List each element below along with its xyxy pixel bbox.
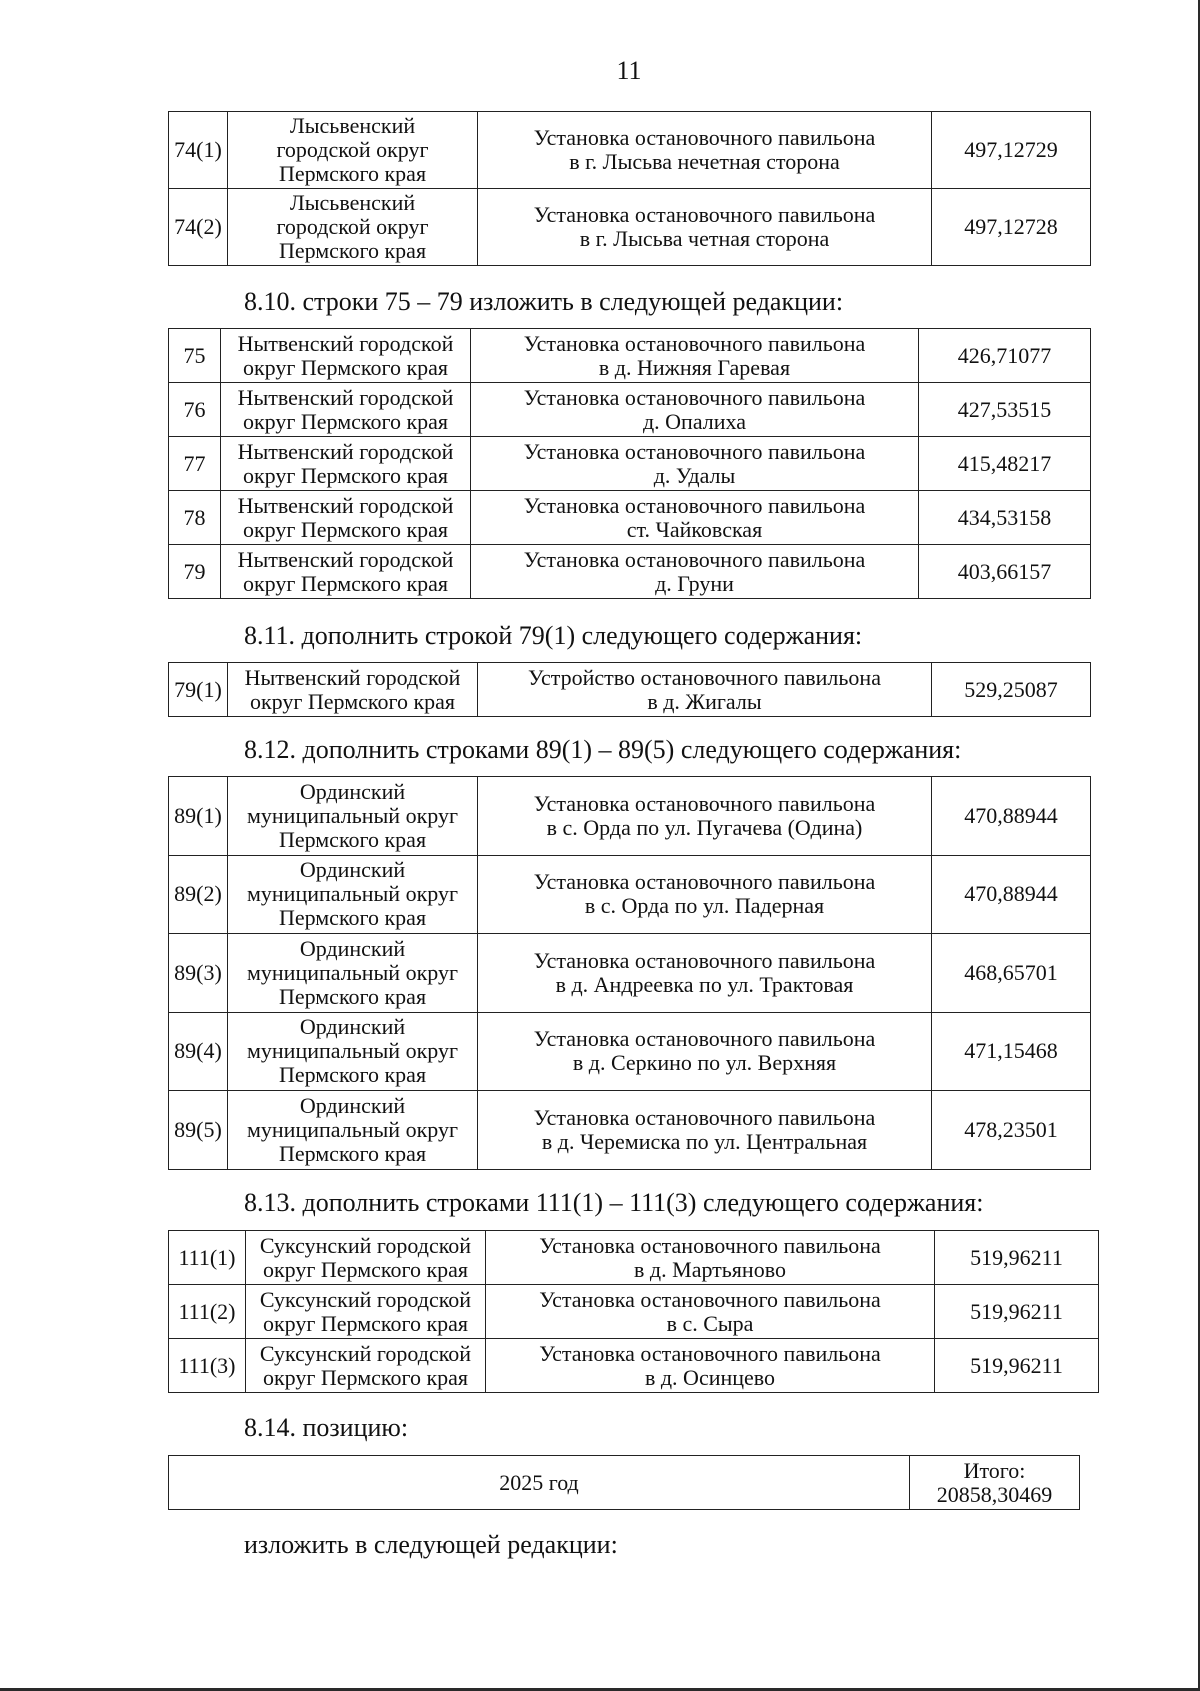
table-row bbox=[169, 189, 1091, 266]
amount-value: 470,88944 bbox=[964, 881, 1058, 907]
table-row bbox=[169, 855, 1091, 934]
description-cell bbox=[478, 663, 932, 717]
table-8-14 bbox=[168, 1455, 1080, 1510]
amount-cell bbox=[932, 112, 1091, 189]
row-number: 75 bbox=[183, 342, 206, 368]
amount-value: 519,96211 bbox=[970, 1244, 1063, 1270]
district-line: округ Пермского края bbox=[242, 570, 449, 596]
district-cell bbox=[221, 437, 471, 491]
total-cell bbox=[910, 1456, 1080, 1510]
district-cell bbox=[228, 1012, 478, 1091]
amount-cell bbox=[919, 329, 1091, 383]
description-line: д. Груни bbox=[655, 570, 734, 596]
district-line: округ Пермского края bbox=[262, 1364, 469, 1390]
district-line: Пермского края bbox=[278, 983, 427, 1009]
table-row bbox=[169, 1339, 1099, 1393]
description-line: в д. Черемиска по ул. Центральная bbox=[541, 1128, 868, 1154]
row-number-cell bbox=[169, 545, 221, 599]
description-line: Установка остановочного павильона bbox=[523, 330, 866, 356]
amount-value: 497,12729 bbox=[964, 137, 1058, 162]
district-cell bbox=[246, 1285, 486, 1339]
district-line: Пермского края bbox=[278, 238, 427, 263]
description-line: в д. Мартьяново bbox=[634, 1256, 786, 1282]
description-cell bbox=[471, 491, 919, 545]
district-line: Пермского края bbox=[278, 1062, 427, 1088]
amount-value: 478,23501 bbox=[964, 1116, 1058, 1142]
total-row bbox=[169, 1456, 1080, 1510]
district-cell bbox=[228, 112, 478, 189]
district-line: Пермского края bbox=[278, 1140, 427, 1166]
district-cell bbox=[221, 329, 471, 383]
amount-cell bbox=[932, 777, 1091, 856]
description-cell bbox=[478, 189, 932, 266]
description-cell bbox=[471, 437, 919, 491]
table-8-10 bbox=[168, 328, 1091, 599]
amount-value: 415,48217 bbox=[957, 450, 1052, 476]
description-line: Установка остановочного павильона bbox=[539, 1340, 881, 1366]
district-line: Нытвенский городской bbox=[244, 664, 461, 690]
description-line: Установка остановочного павильона bbox=[533, 947, 876, 973]
description-line: Установка остановочного павильона bbox=[533, 202, 876, 227]
row-number-cell bbox=[169, 663, 228, 717]
table-8-13 bbox=[168, 1230, 1099, 1393]
heading-8-14: 8.14. позицию: bbox=[244, 1413, 409, 1442]
heading-8-11: 8.11. дополнить строкой 79(1) следующего содержания: bbox=[244, 621, 863, 650]
year-label: 2025 год bbox=[499, 1469, 579, 1495]
district-cell bbox=[246, 1231, 486, 1285]
amount-value: 497,12728 bbox=[964, 214, 1058, 239]
amount-cell bbox=[919, 383, 1091, 437]
amount-value: 403,66157 bbox=[957, 558, 1052, 584]
row-number: 74(2) bbox=[174, 214, 222, 239]
row-number: 89(3) bbox=[174, 959, 222, 985]
district-line: муниципальный округ bbox=[246, 959, 458, 985]
description-line: в д. Нижняя Гаревая bbox=[598, 354, 791, 380]
closing-text: изложить в следующей редакции: bbox=[244, 1530, 618, 1559]
description-line: д. Опалиха bbox=[642, 408, 747, 434]
description-cell bbox=[486, 1339, 935, 1393]
row-number: 78 bbox=[183, 504, 206, 530]
description-cell bbox=[478, 112, 932, 189]
amount-cell bbox=[919, 545, 1091, 599]
amount-cell bbox=[932, 1091, 1091, 1170]
description-line: в с. Орда по ул. Пугачева (Одина) bbox=[546, 814, 863, 840]
row-number: 79 bbox=[183, 558, 206, 584]
description-cell bbox=[471, 545, 919, 599]
district-line: Лысьвенский bbox=[289, 113, 416, 138]
row-number: 111(3) bbox=[178, 1352, 236, 1378]
row-number-cell bbox=[169, 1285, 246, 1339]
district-line: Нытвенский городской bbox=[237, 330, 454, 356]
amount-value: 468,65701 bbox=[964, 959, 1058, 985]
district-line: муниципальный округ bbox=[246, 881, 458, 907]
total-value: 20858,30469 bbox=[936, 1481, 1053, 1507]
table-row bbox=[169, 491, 1091, 545]
page-number: 11 bbox=[616, 56, 642, 85]
row-number: 111(1) bbox=[178, 1244, 236, 1270]
district-line: Нытвенский городской bbox=[237, 492, 454, 518]
description-line: в д. Осинцево bbox=[644, 1364, 776, 1390]
amount-value: 519,96211 bbox=[970, 1298, 1063, 1324]
heading-8-12: 8.12. дополнить строками 89(1) – 89(5) следующего содержания: bbox=[244, 735, 962, 764]
district-line: Суксунский городской bbox=[259, 1232, 472, 1258]
district-cell bbox=[228, 189, 478, 266]
description-cell bbox=[486, 1231, 935, 1285]
row-number-cell bbox=[169, 1012, 228, 1091]
district-line: Ординский bbox=[299, 778, 406, 804]
description-line: в с. Сыра bbox=[666, 1310, 754, 1336]
district-cell bbox=[228, 855, 478, 934]
description-line: Установка остановочного павильона bbox=[539, 1286, 881, 1312]
row-number: 74(1) bbox=[174, 137, 222, 162]
district-cell bbox=[228, 777, 478, 856]
description-cell bbox=[478, 855, 932, 934]
table-74 bbox=[168, 111, 1091, 266]
district-cell bbox=[246, 1339, 486, 1393]
table-row bbox=[169, 1012, 1091, 1091]
amount-cell bbox=[932, 855, 1091, 934]
description-cell bbox=[478, 1012, 932, 1091]
row-number: 89(4) bbox=[174, 1038, 222, 1064]
amount-value: 470,88944 bbox=[964, 802, 1058, 828]
amount-cell bbox=[935, 1339, 1099, 1393]
table-row bbox=[169, 329, 1091, 383]
district-line: округ Пермского края bbox=[242, 354, 449, 380]
district-cell bbox=[228, 934, 478, 1013]
district-line: Суксунский городской bbox=[259, 1286, 472, 1312]
table-row bbox=[169, 934, 1091, 1013]
row-number-cell bbox=[169, 1231, 246, 1285]
amount-cell bbox=[932, 663, 1091, 717]
row-number-cell bbox=[169, 329, 221, 383]
table-row bbox=[169, 1091, 1091, 1170]
table-row bbox=[169, 112, 1091, 189]
district-line: Нытвенский городской bbox=[237, 546, 454, 572]
description-line: Установка остановочного павильона bbox=[539, 1232, 881, 1258]
district-line: округ Пермского края bbox=[242, 408, 449, 434]
amount-cell bbox=[932, 934, 1091, 1013]
description-line: Установка остановочного павильона bbox=[533, 869, 876, 895]
row-number: 89(1) bbox=[174, 802, 222, 828]
row-number-cell bbox=[169, 112, 228, 189]
description-line: в д. Андреевка по ул. Трактовая bbox=[555, 971, 854, 997]
table-row bbox=[169, 777, 1091, 856]
row-number-cell bbox=[169, 934, 228, 1013]
amount-value: 434,53158 bbox=[957, 504, 1052, 530]
description-line: в д. Серкино по ул. Верхняя bbox=[572, 1050, 837, 1076]
description-line: ст. Чайковская bbox=[626, 516, 763, 542]
row-number: 77 bbox=[183, 450, 206, 476]
table-row bbox=[169, 383, 1091, 437]
district-line: Ординский bbox=[299, 1092, 406, 1118]
amount-cell bbox=[935, 1285, 1099, 1339]
description-line: Устройство остановочного павильона bbox=[528, 664, 881, 690]
amount-value: 529,25087 bbox=[964, 676, 1058, 702]
district-line: Нытвенский городской bbox=[237, 384, 454, 410]
row-number-cell bbox=[169, 189, 228, 266]
amount-value: 426,71077 bbox=[957, 342, 1052, 368]
description-cell bbox=[471, 383, 919, 437]
amount-value: 519,96211 bbox=[970, 1352, 1063, 1378]
row-number: 89(5) bbox=[174, 1116, 222, 1142]
description-line: в с. Орда по ул. Падерная bbox=[584, 893, 825, 919]
district-line: округ Пермского края bbox=[249, 688, 456, 714]
total-label: Итого: bbox=[963, 1457, 1026, 1483]
district-cell bbox=[221, 491, 471, 545]
amount-cell bbox=[932, 1012, 1091, 1091]
row-number-cell bbox=[169, 1339, 246, 1393]
description-line: в г. Лысьва нечетная сторона bbox=[569, 149, 840, 174]
row-number-cell bbox=[169, 437, 221, 491]
description-line: Установка остановочного павильона bbox=[533, 1104, 876, 1130]
district-line: Ординский bbox=[299, 1014, 406, 1040]
description-line: Установка остановочного павильона bbox=[533, 790, 876, 816]
table-row bbox=[169, 545, 1091, 599]
description-line: Установка остановочного павильона bbox=[523, 438, 866, 464]
district-line: Пермского края bbox=[278, 826, 427, 852]
description-line: Установка остановочного павильона bbox=[533, 125, 876, 150]
row-number: 89(2) bbox=[174, 881, 222, 907]
description-cell bbox=[478, 777, 932, 856]
amount-cell bbox=[919, 491, 1091, 545]
row-number-cell bbox=[169, 1091, 228, 1170]
district-line: Пермского края bbox=[278, 905, 427, 931]
description-line: Установка остановочного павильона bbox=[523, 384, 866, 410]
amount-cell bbox=[935, 1231, 1099, 1285]
district-line: округ Пермского края bbox=[262, 1256, 469, 1282]
row-number-cell bbox=[169, 491, 221, 545]
table-row bbox=[169, 1231, 1099, 1285]
district-cell bbox=[228, 663, 478, 717]
district-line: Пермского края bbox=[278, 161, 427, 186]
description-cell bbox=[478, 934, 932, 1013]
amount-value: 471,15468 bbox=[964, 1038, 1058, 1064]
district-line: городской округ bbox=[276, 214, 429, 239]
description-line: Установка остановочного павильона bbox=[523, 546, 866, 572]
description-cell bbox=[486, 1285, 935, 1339]
amount-value: 427,53515 bbox=[957, 396, 1052, 422]
district-line: муниципальный округ bbox=[246, 802, 458, 828]
description-line: в д. Жигалы bbox=[647, 688, 762, 714]
amount-cell bbox=[919, 437, 1091, 491]
row-number: 79(1) bbox=[174, 676, 222, 702]
description-line: Установка остановочного павильона bbox=[533, 1026, 876, 1052]
district-line: городской округ bbox=[276, 137, 429, 162]
district-line: Ординский bbox=[299, 857, 406, 883]
table-8-11 bbox=[168, 662, 1091, 717]
description-cell bbox=[471, 329, 919, 383]
district-line: Нытвенский городской bbox=[237, 438, 454, 464]
district-line: Лысьвенский bbox=[289, 190, 416, 215]
row-number-cell bbox=[169, 383, 221, 437]
district-line: Суксунский городской bbox=[259, 1340, 472, 1366]
description-cell bbox=[478, 1091, 932, 1170]
district-line: муниципальный округ bbox=[246, 1116, 458, 1142]
table-row bbox=[169, 663, 1091, 717]
district-line: муниципальный округ bbox=[246, 1038, 458, 1064]
description-line: д. Удалы bbox=[653, 462, 736, 488]
heading-8-10: 8.10. строки 75 – 79 изложить в следующей редакции: bbox=[244, 287, 844, 316]
amount-cell bbox=[932, 189, 1091, 266]
district-line: Ординский bbox=[299, 935, 406, 961]
row-number: 76 bbox=[183, 396, 206, 422]
table-row bbox=[169, 1285, 1099, 1339]
district-cell bbox=[221, 545, 471, 599]
row-number: 111(2) bbox=[178, 1298, 236, 1324]
year-cell bbox=[169, 1456, 910, 1510]
district-cell bbox=[221, 383, 471, 437]
table-row bbox=[169, 437, 1091, 491]
description-line: в г. Лысьва четная сторона bbox=[579, 226, 830, 251]
district-line: округ Пермского края bbox=[242, 516, 449, 542]
description-line: Установка остановочного павильона bbox=[523, 492, 866, 518]
district-line: округ Пермского края bbox=[242, 462, 449, 488]
row-number-cell bbox=[169, 855, 228, 934]
district-cell bbox=[228, 1091, 478, 1170]
heading-8-13: 8.13. дополнить строками 111(1) – 111(3) следующего содержания: bbox=[244, 1188, 984, 1217]
district-line: округ Пермского края bbox=[262, 1310, 469, 1336]
table-8-12 bbox=[168, 776, 1091, 1170]
row-number-cell bbox=[169, 777, 228, 856]
